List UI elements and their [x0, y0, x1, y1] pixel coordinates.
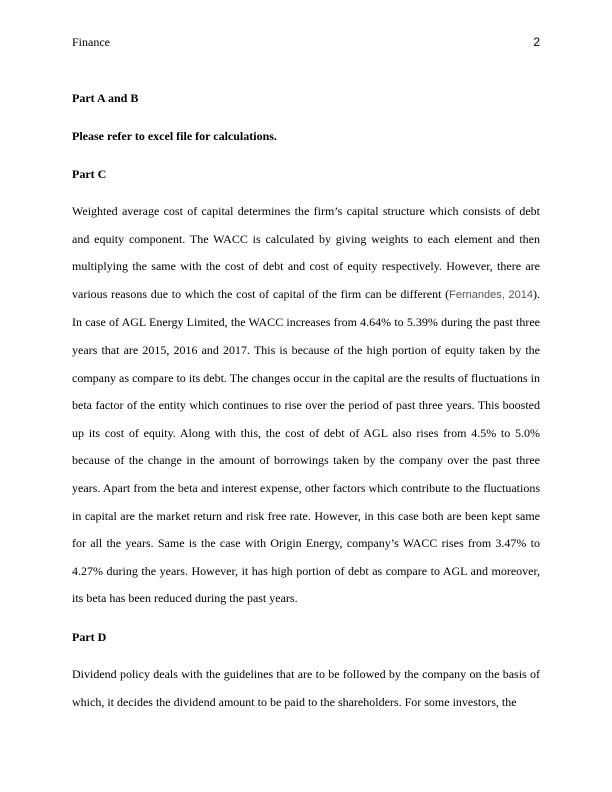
- document-body: [72, 84, 540, 726]
- part-c-text-1: Weighted average cost of capital determines the firm’s capital structure which consists of debt and equity component. The WACC is calculated by giving weights to each element and then multiplying the same with the cost of debt and cost of equity respectively. However, there are various reasons due to which the cost of capital of the firm can be different (: [72, 204, 540, 301]
- part-d-heading: Part D: [72, 629, 107, 644]
- part-c-text-2: ). In case of AGL Energy Limited, the WACC increases from 4.64% to 5.39% during the past three years that are 2015, 2016 and 2017. This is because of the high portion of equity taken by the company as compare to its debt. The changes occur in the capital are the results of fluctuations in beta factor of the entity which continues to rise over the period of past three years. This boosted up its cost of equity. Along with this, the cost of debt of AGL also rises from 4.5% to 5.0% because of the change in the amount of borrowings taken by the company over the past three years. Apart from the beta and interest expense, other factors which contribute to the fluctuations in capital are the market return and risk free rate. However, in this case both are been kept same for all the years. Same is the case with Origin Energy, company’s WACC rises from 3.47% to 4.27% during the years. However, it has high portion of debt as compare to AGL and moreover, its beta has been reduced during the past years.: [72, 286, 540, 606]
- part-c-paragraph: [72, 198, 540, 613]
- running-header-title: Finance: [72, 35, 110, 49]
- part-c-heading: Part C: [72, 167, 107, 181]
- excel-note: Please refer to excel file for calculations.: [72, 129, 277, 143]
- page-number: 2: [533, 35, 540, 49]
- citation: Fernandes, 2014: [449, 288, 533, 301]
- part-a-b-heading: Part A and B: [72, 91, 139, 105]
- part-d-paragraph: Dividend policy deals with the guidelines that are to be followed by the company on the basis of which, it decides the dividend amount to be paid to the shareholders. For some investors, the: [72, 666, 540, 709]
